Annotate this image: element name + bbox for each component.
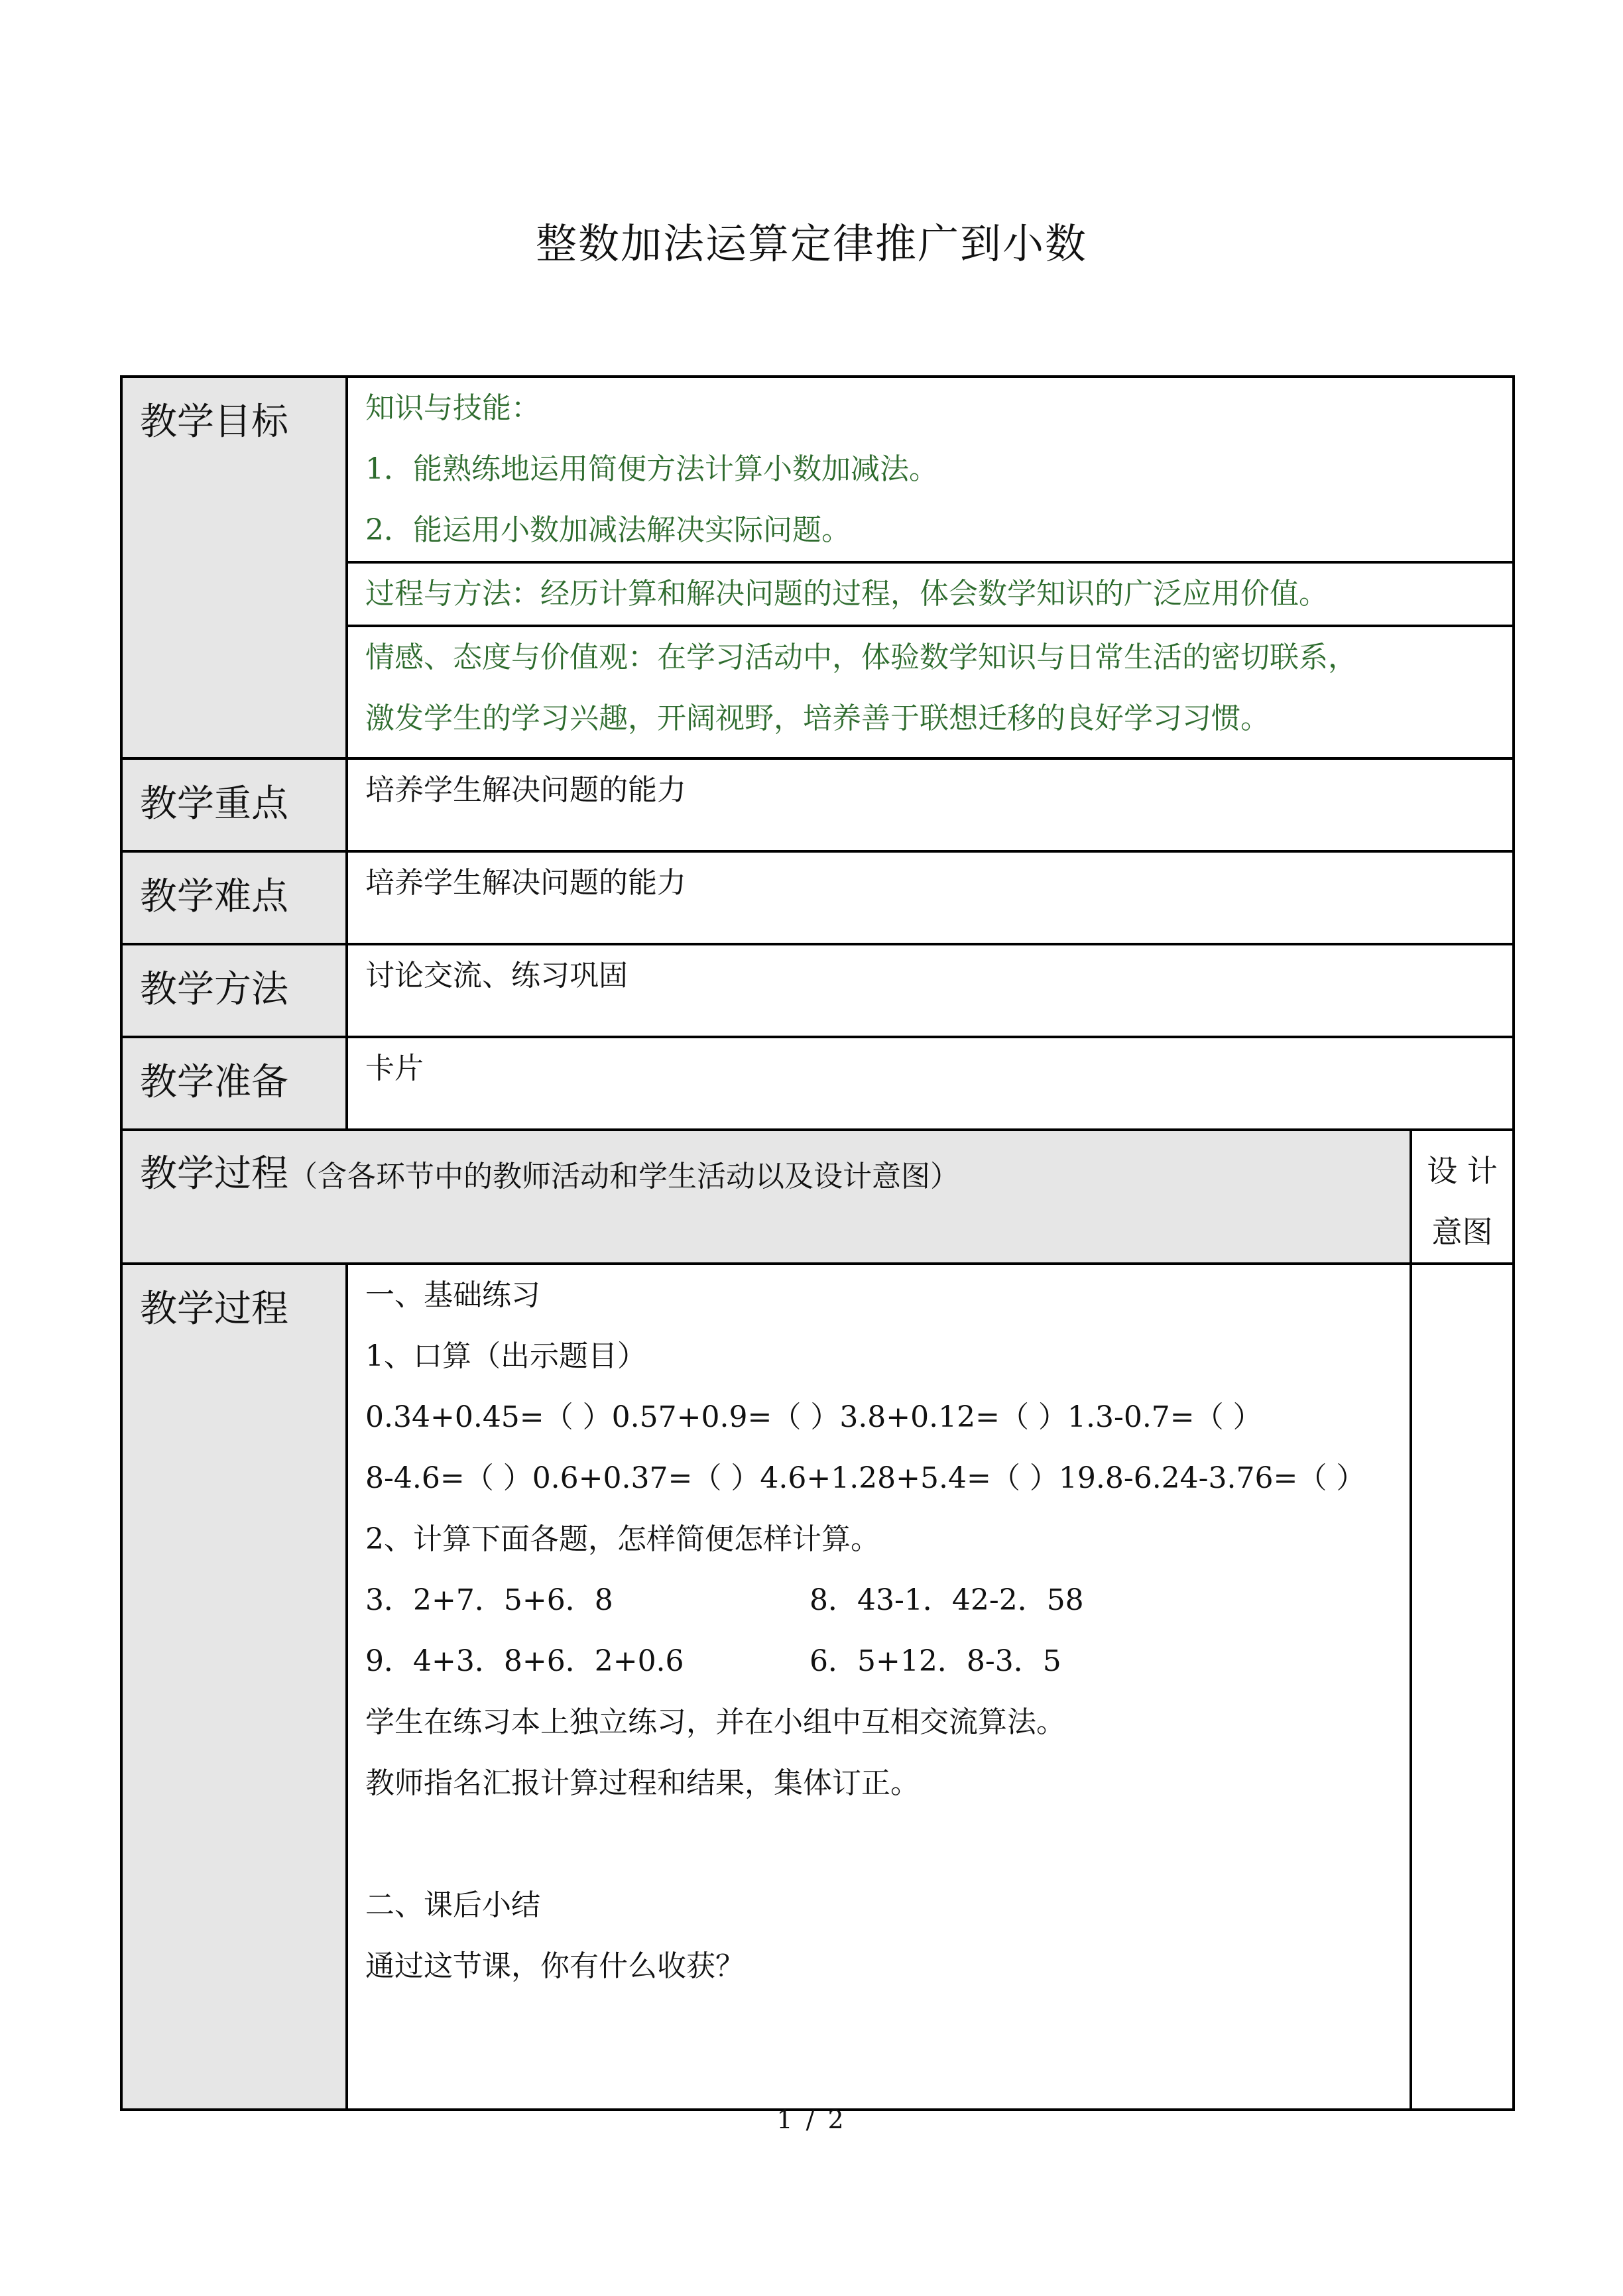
process-header-row xyxy=(121,1130,1514,1264)
difficulty-value: 培养学生解决问题的能力 xyxy=(365,866,686,900)
report-text: 教师指名汇报计算过程和结果，集体订正。 xyxy=(365,1766,920,1800)
difficulty-cell xyxy=(347,851,1514,944)
preparation-cell xyxy=(347,1037,1514,1130)
key-point-cell xyxy=(347,758,1514,851)
process-header-label: 教学过程 xyxy=(140,1152,288,1195)
design-intent-cell xyxy=(1411,1264,1514,2110)
calc-row-2 xyxy=(365,1631,1410,1692)
summary-question: 通过这节课，你有什么收获？ xyxy=(365,1949,745,1983)
knowledge-block xyxy=(365,378,1512,561)
design-intent-header xyxy=(1411,1130,1514,1264)
objectives-row xyxy=(121,377,1514,758)
page-number: 1 / 2 xyxy=(776,2105,847,2134)
emotion-line-2: 激发学生的学习兴趣，开阔视野，培养善于联想迁移的良好学习习惯。 xyxy=(365,701,1270,735)
process-row xyxy=(121,1264,1514,2110)
oral-calc-heading: 1、口算（出示题目） xyxy=(365,1339,646,1373)
emotion-line-1: 情感、态度与价值观：在学习活动中，体验数学知识与日常生活的密切联系， xyxy=(365,640,1357,674)
knowledge-heading: 知识与技能： xyxy=(365,391,540,425)
process-method-text: 过程与方法：经历计算和解决问题的过程，体会数学知识的广泛应用价值。 xyxy=(365,577,1328,611)
simplify-heading: 2、计算下面各题，怎样简便怎样计算。 xyxy=(365,1522,880,1556)
design-intent-line-2: 意图 xyxy=(1431,1214,1493,1250)
difficulty-label: 教学难点 xyxy=(121,851,347,944)
calc-item: 9．4+3．8+6．2+0.6 xyxy=(365,1644,684,1678)
method-cell xyxy=(347,944,1514,1037)
lesson-plan-table xyxy=(120,375,1515,2111)
section-summary: 二、课后小结 xyxy=(365,1888,540,1922)
process-header-note: （含各环节中的教师活动和学生活动以及设计意图） xyxy=(288,1160,959,1193)
knowledge-item-1: 1．能熟练地运用简便方法计算小数加减法。 xyxy=(365,452,938,486)
practice-text: 学生在练习本上独立练习，并在小组中互相交流算法。 xyxy=(365,1705,1065,1739)
oral-calc-row-1: 0.34+0.45=（ ）0.57+0.9=（ ）3.8+0.12=（ ）1.3-0.7=（ ） xyxy=(365,1400,1262,1434)
calc-row-1 xyxy=(365,1570,1410,1631)
key-point-row xyxy=(121,758,1514,851)
preparation-row xyxy=(121,1037,1514,1130)
method-row xyxy=(121,944,1514,1037)
spacer xyxy=(365,1814,1410,1875)
process-content xyxy=(347,1264,1411,2110)
calc-item: 6．5+12．8-3．5 xyxy=(810,1644,1061,1678)
method-value: 讨论交流、练习巩固 xyxy=(365,959,628,993)
calc-item: 3．2+7．5+6．8 xyxy=(365,1583,613,1617)
process-method-block xyxy=(348,561,1512,625)
emotion-block xyxy=(348,625,1512,749)
process-header-cell xyxy=(121,1130,1411,1264)
oral-calc-row-2: 8-4.6=（ ）0.6+0.37=（ ）4.6+1.28+5.4=（ ）19.8-6.24-3.76=（ ） xyxy=(365,1461,1366,1495)
objectives-label: 教学目标 xyxy=(121,377,347,758)
method-label: 教学方法 xyxy=(121,944,347,1037)
process-label: 教学过程 xyxy=(121,1264,347,2110)
preparation-value: 卡片 xyxy=(365,1052,424,1085)
section-basic-practice: 一、基础练习 xyxy=(365,1278,540,1312)
objectives-content xyxy=(347,377,1514,758)
design-intent-line-1: 设 计 xyxy=(1427,1153,1498,1189)
calc-item: 8．43-1．42-2．58 xyxy=(810,1583,1084,1617)
key-point-value: 培养学生解决问题的能力 xyxy=(365,773,686,807)
page-title: 整数加法运算定律推广到小数 xyxy=(535,219,1087,268)
knowledge-item-2: 2．能运用小数加减法解决实际问题。 xyxy=(365,513,851,547)
preparation-label: 教学准备 xyxy=(121,1037,347,1130)
difficulty-row xyxy=(121,851,1514,944)
key-point-label: 教学重点 xyxy=(121,758,347,851)
